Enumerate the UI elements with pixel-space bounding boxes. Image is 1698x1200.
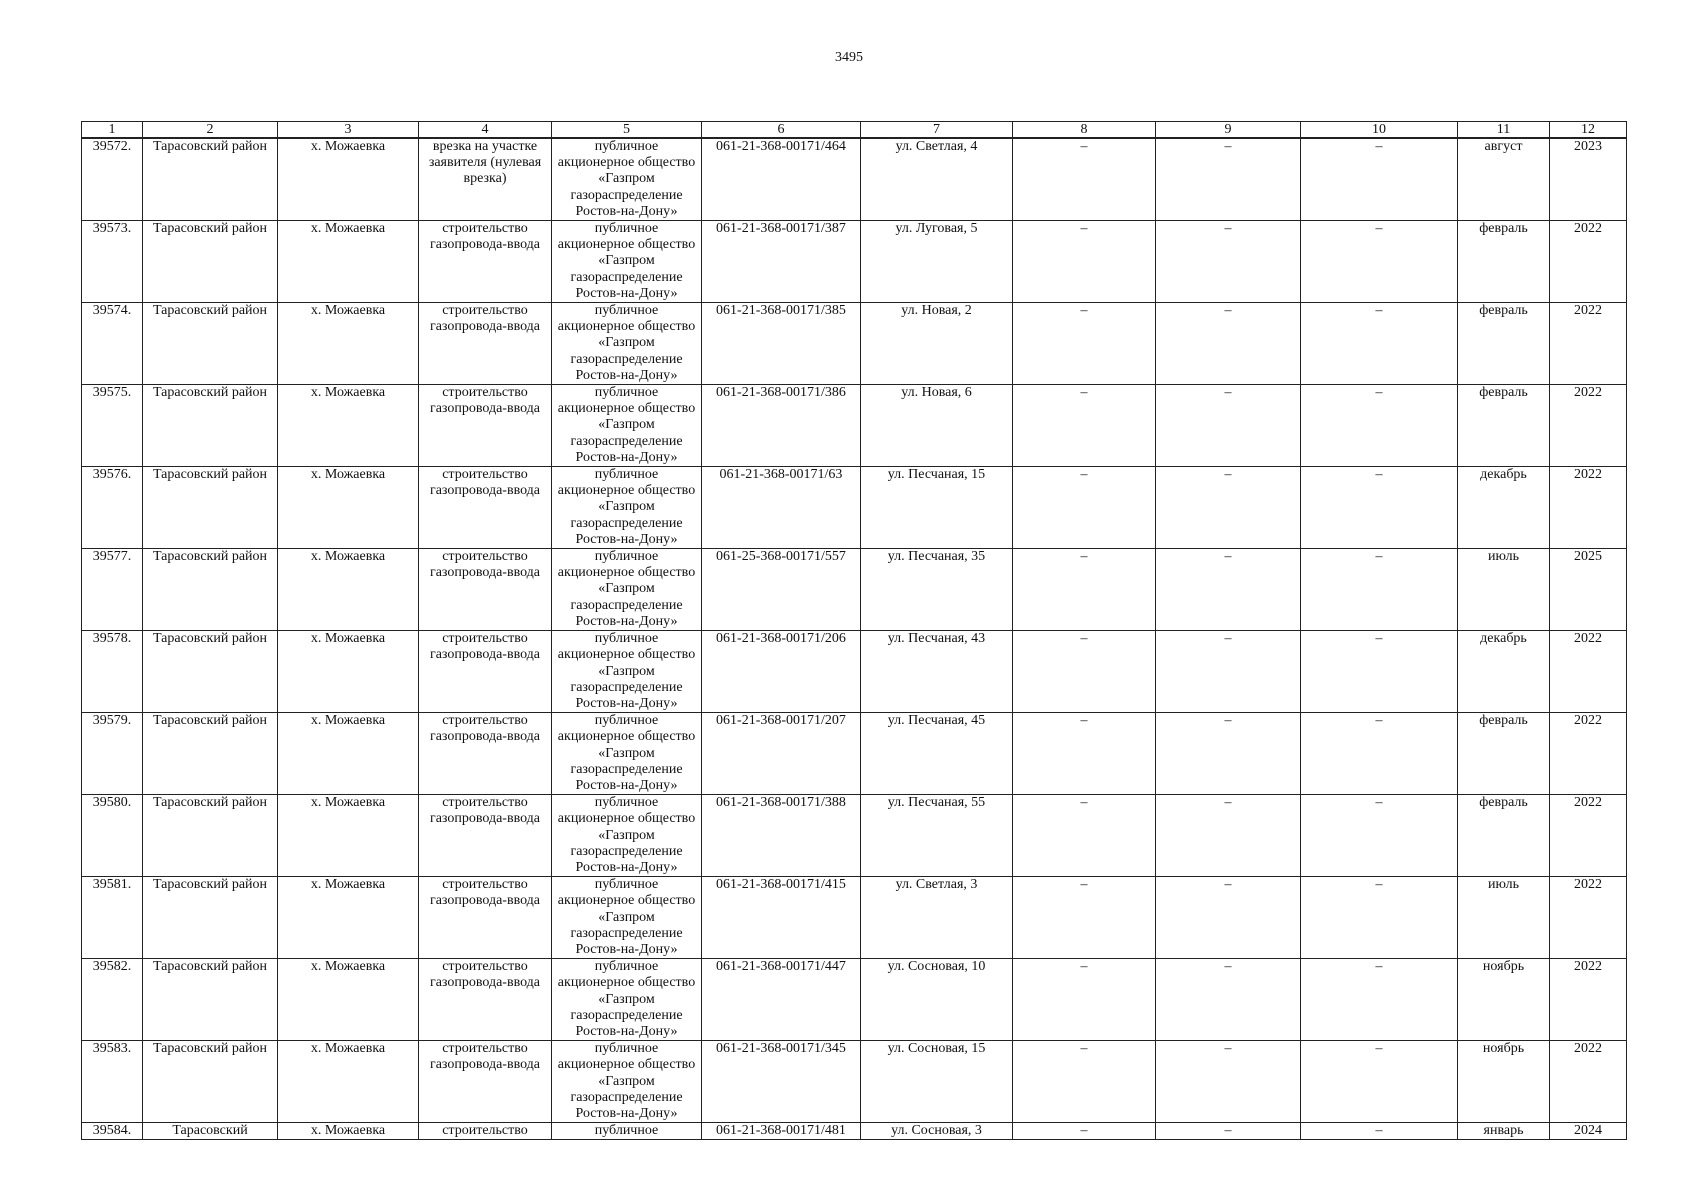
- district-cell: Тарасовский район: [143, 549, 278, 631]
- year-cell: 2022: [1550, 385, 1627, 467]
- locality-cell: х. Можаевка: [278, 1123, 419, 1140]
- month-cell: ноябрь: [1458, 1041, 1550, 1123]
- organization-cell: публичное акционерное общество «Газпром газораспределение Ростов-на-Дону»: [552, 138, 702, 221]
- table-body: [82, 138, 1627, 1140]
- organization-cell: публичное акционерное общество «Газпром газораспределение Ростов-на-Дону»: [552, 959, 702, 1041]
- row-number-cell: 39580.: [82, 795, 143, 877]
- table-row: [82, 959, 1627, 1041]
- column-9-cell: –: [1156, 1123, 1301, 1140]
- month-cell: ноябрь: [1458, 959, 1550, 1041]
- column-header: 4: [419, 122, 552, 139]
- year-cell: 2022: [1550, 1041, 1627, 1123]
- registry-code-cell: 061-21-368-00171/387: [702, 221, 861, 303]
- organization-cell: публичное акционерное общество «Газпром газораспределение Ростов-на-Дону»: [552, 631, 702, 713]
- locality-cell: х. Можаевка: [278, 549, 419, 631]
- row-number-cell: 39579.: [82, 713, 143, 795]
- column-9-cell: –: [1156, 549, 1301, 631]
- column-9-cell: –: [1156, 467, 1301, 549]
- address-cell: ул. Светлая, 4: [861, 138, 1013, 221]
- registry-code-cell: 061-21-368-00171/481: [702, 1123, 861, 1140]
- table-row: [82, 877, 1627, 959]
- column-8-cell: –: [1013, 1123, 1156, 1140]
- registry-code-cell: 061-25-368-00171/557: [702, 549, 861, 631]
- column-9-cell: –: [1156, 877, 1301, 959]
- column-9-cell: –: [1156, 138, 1301, 221]
- table-row: [82, 549, 1627, 631]
- column-8-cell: –: [1013, 385, 1156, 467]
- column-header: 11: [1458, 122, 1550, 139]
- column-9-cell: –: [1156, 1041, 1301, 1123]
- organization-cell: публичное акционерное общество «Газпром газораспределение Ростов-на-Дону»: [552, 467, 702, 549]
- organization-cell: публичное акционерное общество «Газпром газораспределение Ростов-на-Дону»: [552, 549, 702, 631]
- registry-code-cell: 061-21-368-00171/447: [702, 959, 861, 1041]
- column-8-cell: –: [1013, 959, 1156, 1041]
- column-10-cell: –: [1301, 467, 1458, 549]
- address-cell: ул. Песчаная, 43: [861, 631, 1013, 713]
- address-cell: ул. Светлая, 3: [861, 877, 1013, 959]
- district-cell: Тарасовский район: [143, 221, 278, 303]
- row-number-cell: 39581.: [82, 877, 143, 959]
- district-cell: Тарасовский район: [143, 138, 278, 221]
- registry-code-cell: 061-21-368-00171/388: [702, 795, 861, 877]
- column-8-cell: –: [1013, 795, 1156, 877]
- work-type-cell: строительство газопровода-ввода: [419, 795, 552, 877]
- work-type-cell: строительство газопровода-ввода: [419, 713, 552, 795]
- organization-cell: публичное акционерное общество «Газпром газораспределение Ростов-на-Дону»: [552, 877, 702, 959]
- registry-code-cell: 061-21-368-00171/63: [702, 467, 861, 549]
- work-type-cell: строительство газопровода-ввода: [419, 631, 552, 713]
- column-header: 9: [1156, 122, 1301, 139]
- registry-code-cell: 061-21-368-00171/345: [702, 1041, 861, 1123]
- registry-code-cell: 061-21-368-00171/415: [702, 877, 861, 959]
- table-row: [82, 467, 1627, 549]
- registry-code-cell: 061-21-368-00171/206: [702, 631, 861, 713]
- registry-code-cell: 061-21-368-00171/464: [702, 138, 861, 221]
- column-8-cell: –: [1013, 631, 1156, 713]
- year-cell: 2022: [1550, 795, 1627, 877]
- column-8-cell: –: [1013, 877, 1156, 959]
- district-cell: Тарасовский район: [143, 877, 278, 959]
- month-cell: февраль: [1458, 385, 1550, 467]
- column-header: 3: [278, 122, 419, 139]
- column-8-cell: –: [1013, 467, 1156, 549]
- month-cell: февраль: [1458, 303, 1550, 385]
- month-cell: февраль: [1458, 795, 1550, 877]
- month-cell: июль: [1458, 877, 1550, 959]
- work-type-cell: строительство газопровода-ввода: [419, 1041, 552, 1123]
- year-cell: 2025: [1550, 549, 1627, 631]
- table-row: [82, 1123, 1627, 1140]
- column-8-cell: –: [1013, 138, 1156, 221]
- address-cell: ул. Сосновая, 3: [861, 1123, 1013, 1140]
- table-row: [82, 138, 1627, 221]
- column-header: 6: [702, 122, 861, 139]
- organization-cell: публичное акционерное общество «Газпром газораспределение Ростов-на-Дону»: [552, 303, 702, 385]
- locality-cell: х. Можаевка: [278, 385, 419, 467]
- district-cell: Тарасовский район: [143, 303, 278, 385]
- column-10-cell: –: [1301, 1123, 1458, 1140]
- address-cell: ул. Песчаная, 55: [861, 795, 1013, 877]
- year-cell: 2022: [1550, 631, 1627, 713]
- row-number-cell: 39576.: [82, 467, 143, 549]
- column-10-cell: –: [1301, 385, 1458, 467]
- district-cell: Тарасовский район: [143, 467, 278, 549]
- column-9-cell: –: [1156, 713, 1301, 795]
- column-header: 5: [552, 122, 702, 139]
- address-cell: ул. Песчаная, 45: [861, 713, 1013, 795]
- locality-cell: х. Можаевка: [278, 138, 419, 221]
- work-type-cell: строительство газопровода-ввода: [419, 221, 552, 303]
- district-cell: Тарасовский: [143, 1123, 278, 1140]
- column-9-cell: –: [1156, 959, 1301, 1041]
- column-9-cell: –: [1156, 303, 1301, 385]
- column-header: 8: [1013, 122, 1156, 139]
- locality-cell: х. Можаевка: [278, 795, 419, 877]
- work-type-cell: строительство газопровода-ввода: [419, 877, 552, 959]
- table-row: [82, 795, 1627, 877]
- month-cell: июль: [1458, 549, 1550, 631]
- organization-cell: публичное акционерное общество «Газпром газораспределение Ростов-на-Дону»: [552, 795, 702, 877]
- registry-code-cell: 061-21-368-00171/385: [702, 303, 861, 385]
- year-cell: 2022: [1550, 959, 1627, 1041]
- month-cell: декабрь: [1458, 631, 1550, 713]
- locality-cell: х. Можаевка: [278, 959, 419, 1041]
- month-cell: январь: [1458, 1123, 1550, 1140]
- locality-cell: х. Можаевка: [278, 1041, 419, 1123]
- column-10-cell: –: [1301, 631, 1458, 713]
- table-header: [82, 122, 1627, 139]
- row-number-cell: 39582.: [82, 959, 143, 1041]
- district-cell: Тарасовский район: [143, 385, 278, 467]
- row-number-cell: 39575.: [82, 385, 143, 467]
- work-type-cell: строительство газопровода-ввода: [419, 385, 552, 467]
- address-cell: ул. Песчаная, 15: [861, 467, 1013, 549]
- work-type-cell: строительство газопровода-ввода: [419, 549, 552, 631]
- registry-table: [81, 121, 1627, 1140]
- column-9-cell: –: [1156, 795, 1301, 877]
- address-cell: ул. Сосновая, 15: [861, 1041, 1013, 1123]
- district-cell: Тарасовский район: [143, 959, 278, 1041]
- month-cell: февраль: [1458, 713, 1550, 795]
- locality-cell: х. Можаевка: [278, 877, 419, 959]
- district-cell: Тарасовский район: [143, 631, 278, 713]
- column-8-cell: –: [1013, 549, 1156, 631]
- year-cell: 2024: [1550, 1123, 1627, 1140]
- column-10-cell: –: [1301, 549, 1458, 631]
- column-10-cell: –: [1301, 138, 1458, 221]
- district-cell: Тарасовский район: [143, 795, 278, 877]
- work-type-cell: врезка на участке заявителя (нулевая врезка): [419, 138, 552, 221]
- column-8-cell: –: [1013, 303, 1156, 385]
- organization-cell: публичное акционерное общество «Газпром газораспределение Ростов-на-Дону»: [552, 1041, 702, 1123]
- column-10-cell: –: [1301, 713, 1458, 795]
- row-number-cell: 39573.: [82, 221, 143, 303]
- organization-cell: публичное акционерное общество «Газпром газораспределение Ростов-на-Дону»: [552, 713, 702, 795]
- organization-cell: публичное: [552, 1123, 702, 1140]
- table-row: [82, 303, 1627, 385]
- column-header: 7: [861, 122, 1013, 139]
- year-cell: 2022: [1550, 303, 1627, 385]
- column-8-cell: –: [1013, 1041, 1156, 1123]
- registry-code-cell: 061-21-368-00171/386: [702, 385, 861, 467]
- address-cell: ул. Луговая, 5: [861, 221, 1013, 303]
- column-header: 1: [82, 122, 143, 139]
- work-type-cell: строительство газопровода-ввода: [419, 303, 552, 385]
- row-number-cell: 39578.: [82, 631, 143, 713]
- organization-cell: публичное акционерное общество «Газпром газораспределение Ростов-на-Дону»: [552, 385, 702, 467]
- month-cell: декабрь: [1458, 467, 1550, 549]
- column-10-cell: –: [1301, 221, 1458, 303]
- year-cell: 2022: [1550, 713, 1627, 795]
- month-cell: февраль: [1458, 221, 1550, 303]
- table-row: [82, 385, 1627, 467]
- row-number-cell: 39583.: [82, 1041, 143, 1123]
- column-10-cell: –: [1301, 1041, 1458, 1123]
- locality-cell: х. Можаевка: [278, 221, 419, 303]
- address-cell: ул. Сосновая, 10: [861, 959, 1013, 1041]
- address-cell: ул. Песчаная, 35: [861, 549, 1013, 631]
- year-cell: 2022: [1550, 221, 1627, 303]
- column-10-cell: –: [1301, 795, 1458, 877]
- address-cell: ул. Новая, 6: [861, 385, 1013, 467]
- table-row: [82, 1041, 1627, 1123]
- locality-cell: х. Можаевка: [278, 303, 419, 385]
- table-row: [82, 713, 1627, 795]
- column-header: 12: [1550, 122, 1627, 139]
- year-cell: 2023: [1550, 138, 1627, 221]
- column-8-cell: –: [1013, 713, 1156, 795]
- year-cell: 2022: [1550, 467, 1627, 549]
- locality-cell: х. Можаевка: [278, 467, 419, 549]
- row-number-cell: 39577.: [82, 549, 143, 631]
- locality-cell: х. Можаевка: [278, 631, 419, 713]
- column-header: 2: [143, 122, 278, 139]
- locality-cell: х. Можаевка: [278, 713, 419, 795]
- page-number: 3495: [835, 50, 863, 65]
- work-type-cell: строительство: [419, 1123, 552, 1140]
- district-cell: Тарасовский район: [143, 713, 278, 795]
- district-cell: Тарасовский район: [143, 1041, 278, 1123]
- row-number-cell: 39572.: [82, 138, 143, 221]
- column-10-cell: –: [1301, 877, 1458, 959]
- column-9-cell: –: [1156, 631, 1301, 713]
- work-type-cell: строительство газопровода-ввода: [419, 467, 552, 549]
- column-8-cell: –: [1013, 221, 1156, 303]
- work-type-cell: строительство газопровода-ввода: [419, 959, 552, 1041]
- header-row: [82, 122, 1627, 139]
- column-9-cell: –: [1156, 221, 1301, 303]
- year-cell: 2022: [1550, 877, 1627, 959]
- table-row: [82, 221, 1627, 303]
- table-row: [82, 631, 1627, 713]
- month-cell: август: [1458, 138, 1550, 221]
- registry-code-cell: 061-21-368-00171/207: [702, 713, 861, 795]
- column-header: 10: [1301, 122, 1458, 139]
- address-cell: ул. Новая, 2: [861, 303, 1013, 385]
- column-9-cell: –: [1156, 385, 1301, 467]
- organization-cell: публичное акционерное общество «Газпром газораспределение Ростов-на-Дону»: [552, 221, 702, 303]
- column-10-cell: –: [1301, 303, 1458, 385]
- row-number-cell: 39584.: [82, 1123, 143, 1140]
- row-number-cell: 39574.: [82, 303, 143, 385]
- column-10-cell: –: [1301, 959, 1458, 1041]
